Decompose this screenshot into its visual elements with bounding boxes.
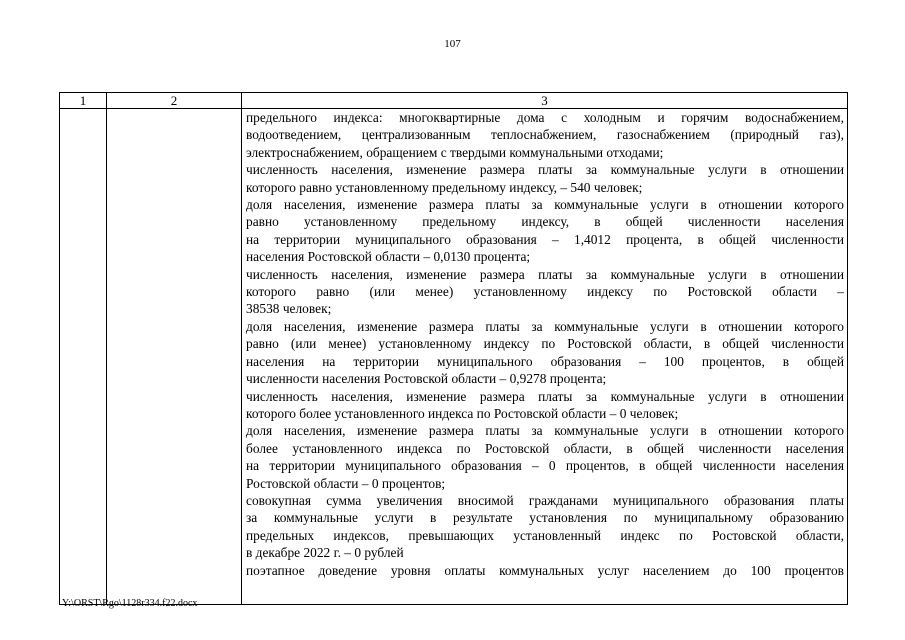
column-header-1: 1 xyxy=(60,93,107,109)
text-line: численность населения, изменение размера платы за коммунальные услуги в отношении xyxy=(246,388,844,404)
text-line: электроснабжением, обращением с твердыми коммунальными отходами; xyxy=(246,144,664,160)
cell-text-block xyxy=(246,109,844,579)
text-line: которого более установленного индекса по Ростовской области – 0 человек; xyxy=(246,405,679,421)
page-number: 107 xyxy=(444,38,461,50)
document-table xyxy=(59,92,848,605)
text-line: водоотведением, централизованным теплоснабжением, газоснабжением (природный газ), xyxy=(246,127,844,143)
text-line: численность населения, изменение размера платы за коммунальные услуги в отношении xyxy=(246,162,844,178)
text-line: которого равно (или менее) установленному индексу по Ростовской области – xyxy=(246,284,844,300)
text-line: равно (или менее) установленному индексу по Ростовской области, в общей численности xyxy=(246,336,844,352)
text-line: за коммунальные услуги в результате установления по муниципальному образованию xyxy=(246,510,844,526)
text-line: населения на территории муниципального образования – 100 процентов, в общей xyxy=(246,353,844,369)
column-header-2: 2 xyxy=(107,93,242,109)
text-line: населения Ростовской области – 0,0130 процента; xyxy=(246,249,531,265)
text-line: более установленного индекса по Ростовской области, в общей численности населения xyxy=(246,440,844,456)
text-line: предельного индекса: многоквартирные дома с холодным и горячим водоснабжением, xyxy=(246,110,844,125)
text-line: предельных индексов, превышающих установленный индекс по Ростовской области, xyxy=(246,527,844,543)
text-line: доля населения, изменение размера платы за коммунальные услуги в отношении которого xyxy=(246,423,844,439)
text-line: на территории муниципального образования – 1,4012 процента, в общей численности xyxy=(246,231,844,247)
table-cell-col2 xyxy=(107,109,242,605)
text-line: численности населения Ростовской области – 0,9278 процента; xyxy=(246,371,607,387)
column-header-3: 3 xyxy=(242,93,848,109)
text-line: доля населения, изменение размера платы за коммунальные услуги в отношении которого xyxy=(246,318,844,334)
text-line: равно установленному предельному индексу, в общей численности населения xyxy=(246,214,844,230)
text-line: доля населения, изменение размера платы за коммунальные услуги в отношении которого xyxy=(246,197,844,213)
text-line: поэтапное доведение уровня оплаты коммунальных услуг населением до 100 процентов xyxy=(246,562,844,578)
text-line: 38538 человек; xyxy=(246,301,332,317)
table-row xyxy=(60,109,848,605)
text-line: в декабре 2022 г. – 0 рублей xyxy=(246,545,404,561)
text-line: численность населения, изменение размера платы за коммунальные услуги в отношении xyxy=(246,266,844,282)
table-header-row xyxy=(60,93,848,109)
text-line: Ростовской области – 0 процентов; xyxy=(246,475,446,491)
text-line: совокупная сумма увеличения вносимой гражданами муниципального образования платы xyxy=(246,492,844,508)
table-cell-col3 xyxy=(242,109,848,605)
footer-file-path: Y:\ORST\Rgo\1128r334.f22.docx xyxy=(62,598,198,609)
table-cell-col1 xyxy=(60,109,107,605)
text-line: на территории муниципального образования – 0 процентов, в общей численности населения xyxy=(246,458,844,474)
text-line: которого равно установленному предельному индексу, – 540 человек; xyxy=(246,179,643,195)
